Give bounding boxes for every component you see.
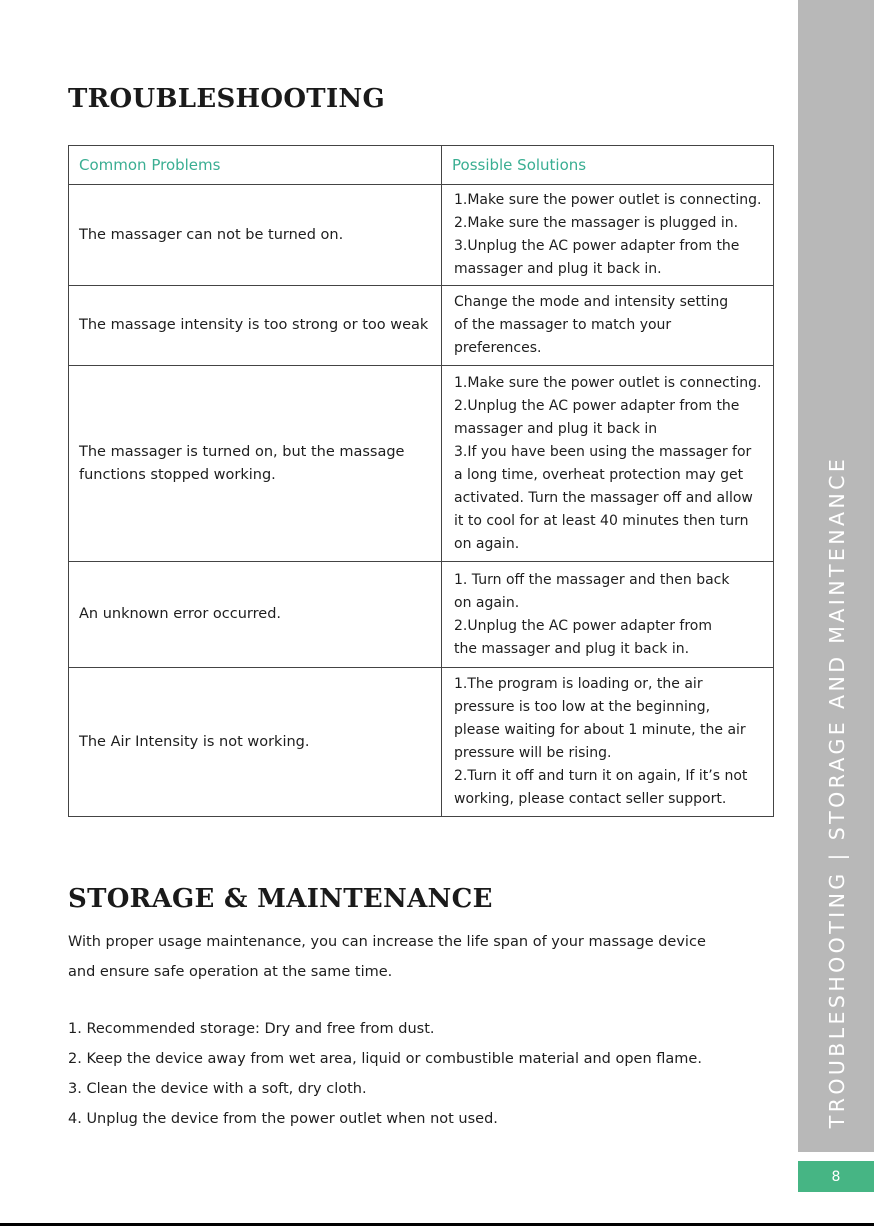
table-row [69, 668, 774, 817]
list-item: 3. Clean the device with a soft, dry cloth. [68, 1081, 367, 1097]
solution-cell [442, 366, 774, 562]
solution-cell [442, 185, 774, 286]
page-number: 8 [798, 1161, 874, 1192]
problem-cell: The massage intensity is too strong or too weak [69, 286, 442, 366]
solution-line: 2.Turn it off and turn it on again, If it’s not [454, 768, 748, 784]
troubleshooting-title: TROUBLESHOOTING [68, 84, 385, 114]
solution-line: on again. [454, 535, 520, 552]
solution-line: massager and plug it back in. [454, 261, 662, 277]
solution-line: 1.Make sure the power outlet is connecting. [454, 192, 762, 208]
solution-line: a long time, overheat protection may get [454, 466, 744, 483]
solution-line: 1.Make sure the power outlet is connecting. [454, 374, 762, 391]
solution-line: working, please contact seller support. [454, 791, 727, 807]
header-common-problems: Common Problems [69, 146, 442, 185]
problem-cell: The Air Intensity is not working. [69, 668, 442, 817]
solution-line: 1.The program is loading or, the air [454, 676, 703, 692]
solution-cell [442, 668, 774, 817]
table-header-row [69, 146, 774, 185]
table-row [69, 366, 774, 562]
table-row [69, 185, 774, 286]
intro-line: and ensure safe operation at the same time. [68, 964, 393, 980]
storage-title: STORAGE & MAINTENANCE [68, 884, 493, 914]
table-row [69, 562, 774, 668]
solution-line: it to cool for at least 40 minutes then turn [454, 512, 749, 529]
sidebar-section-label: TROUBLESHOOTING | STORAGE AND MAINTENANCE [825, 455, 849, 1129]
solution-line: 1. Turn off the massager and then back [454, 571, 730, 588]
problem-cell: An unknown error occurred. [69, 562, 442, 668]
table-row [69, 286, 774, 366]
solution-line: the massager and plug it back in. [454, 640, 690, 657]
solution-line: please waiting for about 1 minute, the air [454, 722, 746, 738]
solution-cell [442, 562, 774, 668]
solution-cell [442, 286, 774, 366]
solution-line: of the massager to match your [454, 317, 672, 333]
solution-line: Change the mode and intensity setting [454, 294, 729, 310]
solution-line: activated. Turn the massager off and allow [454, 489, 753, 506]
solution-line: 3.If you have been using the massager for [454, 443, 752, 460]
solution-line: 2.Make sure the massager is plugged in. [454, 215, 739, 231]
troubleshooting-table [68, 145, 774, 817]
problem-cell: The massager can not be turned on. [69, 185, 442, 286]
solution-line: 2.Unplug the AC power adapter from the [454, 397, 740, 414]
storage-intro [68, 927, 778, 987]
list-item: 4. Unplug the device from the power outlet when not used. [68, 1111, 498, 1127]
solution-line: pressure will be rising. [454, 745, 612, 761]
solution-line: preferences. [454, 340, 542, 356]
problem-cell: The massager is turned on, but the massage functions stopped working. [69, 366, 442, 562]
list-item: 1. Recommended storage: Dry and free from dust. [68, 1021, 435, 1037]
header-possible-solutions: Possible Solutions [442, 146, 774, 185]
solution-line: 2.Unplug the AC power adapter from [454, 617, 712, 634]
storage-steps [68, 1014, 702, 1134]
solution-line: on again. [454, 594, 520, 611]
solution-line: massager and plug it back in [454, 420, 658, 437]
solution-line: 3.Unplug the AC power adapter from the [454, 238, 740, 254]
intro-line: With proper usage maintenance, you can increase the life span of your massage device [68, 934, 706, 950]
list-item: 2. Keep the device away from wet area, liquid or combustible material and open flame. [68, 1051, 702, 1067]
solution-line: pressure is too low at the beginning, [454, 699, 711, 715]
